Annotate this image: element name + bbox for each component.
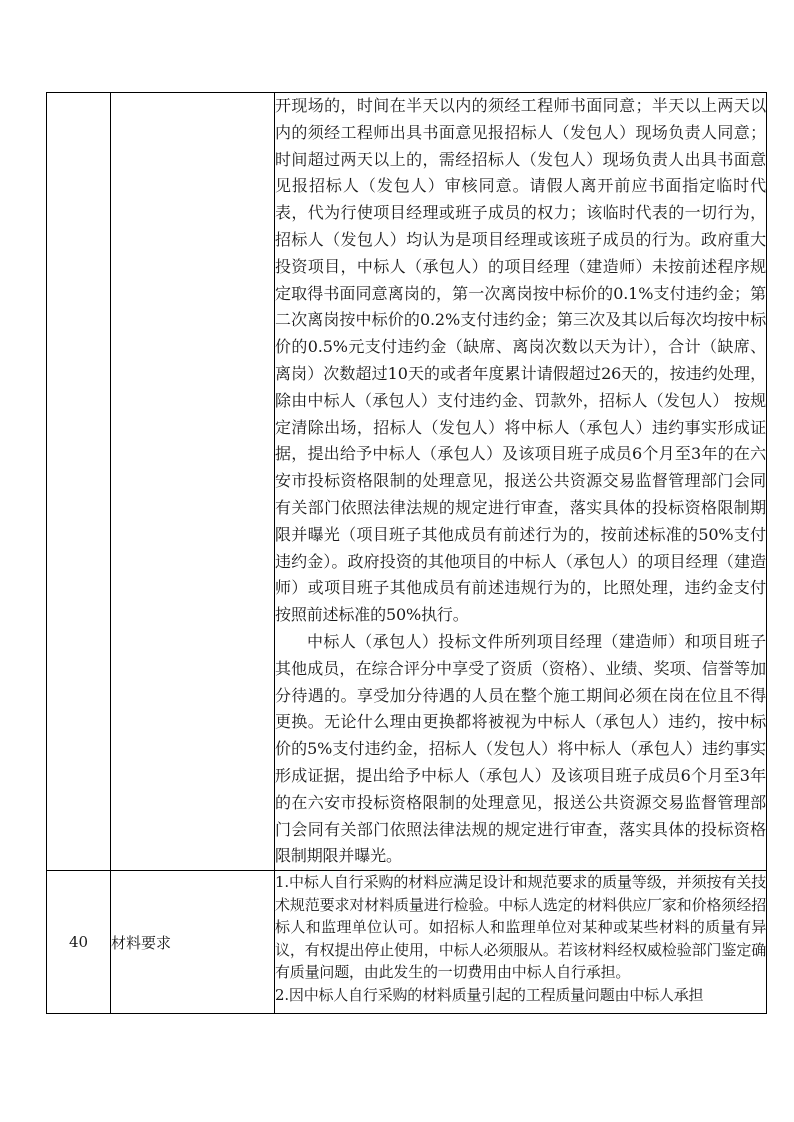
row-label-cell: [111, 93, 275, 871]
table-row: [47, 871, 767, 1014]
clause-paragraph: 开现场的，时间在半天以内的须经工程师书面同意；半天以上两天以内的须经工程师出具书面意见报招标人（发包人）现场负责人同意；时间超过两天以上的，需经招标人（发包人）现场负责人出具书面意见报招标人（发包人）审核同意。请假人离开前应书面指定临时代表，代为行使项目经理或班子成员的权力；该临时代表的一切行为，招标人（发包人）均认为是项目经理或该班子成员的行为。政府重大投资项目，中标人（承包人）的项目经理（建造师）未按前述程序规定取得书面同意离岗的，第一次离岗按中标价的0.1%支付违约金；第二次离岗按中标价的0.2%支付违约金；第三次及其以后每次均按中标价的0.5%元支付违约金（缺席、离岗次数以天为计），合计（缺席、离岗）次数超过10天的或者年度累计请假超过26天的，按违约处理，除由中标人（承包人）支付违约金、罚款外，招标人（发包人） 按规定清除出场，招标人（发包人）将中标人（承包人）违约事实形成证据，提出给予中标人（承包人）及该项目班子成员6个月至3年的在六安市投标资格限制的处理意见，报送公共资源交易监督管理部门会同有关部门依照法律法规的规定进行审查，落实具体的投标资格限制期限并曝光（项目班子其他成员有前述行为的，按前述标准的50%支付违约金）。政府投资的其他项目的中标人（承包人）的项目经理（建造师）或项目班子其他成员有前述违规行为的，比照处理，违约金支付按照前述标准的50%执行。: [275, 96, 766, 625]
clause-paragraph: 1.中标人自行采购的材料应满足设计和规范要求的质量等级，并须按有关技术规范要求对材料质量进行检验。中标人选定的材料供应厂家和价格须经招标人和监理单位认可。如招标人和监理单位对某种或某些材料的质量有异议，有权提出停止使用，中标人必须服从。若该材料经权威检验部门鉴定确有质量问题，由此发生的一切费用由中标人自行承担。: [275, 873, 766, 982]
table-row: [47, 93, 767, 871]
row-number-cell: 40: [47, 871, 111, 1014]
clause-paragraph: 2.因中标人自行采购的材料质量引起的工程质量问题由中标人承担: [275, 985, 704, 1004]
row-label-cell: 材料要求: [111, 871, 275, 1014]
clause-table: [46, 92, 767, 1014]
clause-paragraph: 中标人（承包人）投标文件所列项目经理（建造师）和项目班子其他成员，在综合评分中享受了资质（资格）、业绩、奖项、信誉等加分待遇的。享受加分待遇的人员在整个施工期间必须在岗在位且不得更换。无论什么理由更换都将被视为中标人（承包人）违约，按中标价的5%支付违约金，招标人（发包人）将中标人（承包人）违约事实形成证据，提出给予中标人（承包人）及该项目班子成员6个月至3年的在六安市投标资格限制的处理意见，报送公共资源交易监督管理部门会同有关部门依照法律法规的规定进行审查，落实具体的投标资格限制期限并曝光。: [275, 631, 766, 866]
row-number-cell: [47, 93, 111, 871]
row-content-cell: [275, 93, 767, 871]
row-content-cell: [275, 871, 767, 1014]
